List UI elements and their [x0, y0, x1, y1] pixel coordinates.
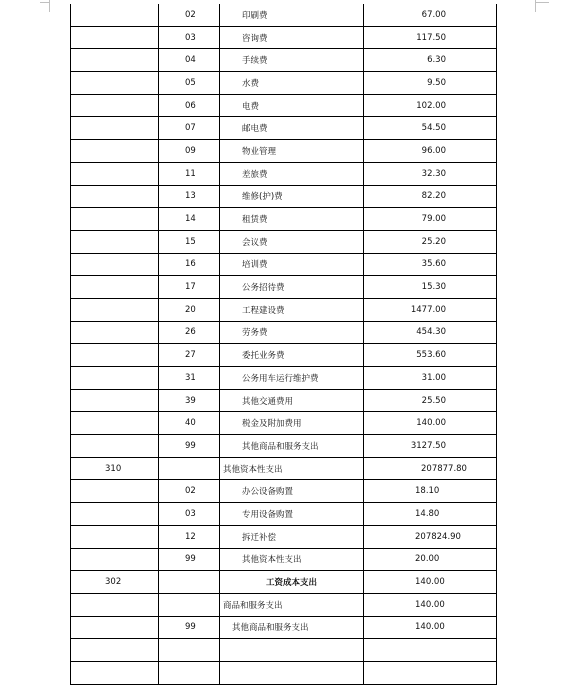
amount-cell: 102.00 [364, 94, 497, 117]
table-row [71, 208, 497, 231]
item-name-cell: 电费 [220, 94, 364, 117]
category-code-cell [71, 480, 159, 503]
category-code-cell [71, 253, 159, 276]
expenditure-table [70, 4, 497, 685]
category-code-cell [71, 94, 159, 117]
amount-cell: 79.00 [364, 208, 497, 231]
table-row [71, 616, 497, 639]
category-code-cell [71, 276, 159, 299]
amount-cell: 25.50 [364, 389, 497, 412]
item-name-cell: 差旅费 [220, 162, 364, 185]
table-row [71, 571, 497, 594]
category-code-cell [71, 435, 159, 458]
category-code-cell [71, 298, 159, 321]
category-code-cell [71, 26, 159, 49]
amount-cell: 15.30 [364, 276, 497, 299]
category-code-cell [71, 503, 159, 526]
item-code-cell: 31 [159, 367, 220, 390]
item-code-cell: 13 [159, 185, 220, 208]
table-row [71, 457, 497, 480]
item-name-cell: 工程建设费 [220, 298, 364, 321]
category-code-cell [71, 4, 159, 26]
category-code-cell [71, 367, 159, 390]
category-code-cell [71, 117, 159, 140]
item-code-cell: 11 [159, 162, 220, 185]
table-row [71, 389, 497, 412]
item-code-cell: 02 [159, 480, 220, 503]
table-row [71, 661, 497, 684]
item-code-cell [159, 639, 220, 662]
category-code-cell [71, 208, 159, 231]
table-row [71, 185, 497, 208]
table-row [71, 72, 497, 95]
amount-cell: 207824.90 [364, 525, 497, 548]
item-name-cell: 其他交通费用 [220, 389, 364, 412]
amount-cell: 140.00 [364, 593, 497, 616]
budget-table-container [70, 4, 497, 685]
amount-cell [364, 639, 497, 662]
amount-cell: 96.00 [364, 140, 497, 163]
item-code-cell: 14 [159, 208, 220, 231]
item-code-cell: 99 [159, 616, 220, 639]
item-code-cell: 02 [159, 4, 220, 26]
table-row [71, 140, 497, 163]
category-code-cell [71, 525, 159, 548]
item-name-cell: 工资成本支出 [220, 571, 364, 594]
item-name-cell: 会议费 [220, 230, 364, 253]
table-row [71, 117, 497, 140]
item-code-cell: 09 [159, 140, 220, 163]
table-row [71, 480, 497, 503]
amount-cell: 14.80 [364, 503, 497, 526]
table-row [71, 367, 497, 390]
table-row [71, 94, 497, 117]
item-code-cell [159, 571, 220, 594]
table-row [71, 298, 497, 321]
amount-cell: 25.20 [364, 230, 497, 253]
amount-cell: 1477.00 [364, 298, 497, 321]
table-row [71, 639, 497, 662]
table-row [71, 525, 497, 548]
amount-cell: 20.00 [364, 548, 497, 571]
item-name-cell: 税金及附加费用 [220, 412, 364, 435]
item-code-cell: 17 [159, 276, 220, 299]
category-code-cell [71, 661, 159, 684]
item-name-cell: 公务用车运行维护费 [220, 367, 364, 390]
item-name-cell: 其他资本性支出 [220, 548, 364, 571]
item-code-cell: 05 [159, 72, 220, 95]
item-code-cell: 99 [159, 435, 220, 458]
category-code-cell [71, 593, 159, 616]
category-code-cell: 310 [71, 457, 159, 480]
amount-cell: 6.30 [364, 49, 497, 72]
table-row [71, 344, 497, 367]
table-row [71, 4, 497, 26]
category-code-cell [71, 639, 159, 662]
item-name-cell: 公务招待费 [220, 276, 364, 299]
item-code-cell [159, 661, 220, 684]
table-row [71, 162, 497, 185]
item-name-cell: 物业管理 [220, 140, 364, 163]
item-code-cell: 03 [159, 503, 220, 526]
amount-cell: 3127.50 [364, 435, 497, 458]
item-name-cell: 咨询费 [220, 26, 364, 49]
item-name-cell: 邮电费 [220, 117, 364, 140]
category-code-cell [71, 162, 159, 185]
table-row [71, 230, 497, 253]
item-code-cell: 04 [159, 49, 220, 72]
category-code-cell [71, 72, 159, 95]
amount-cell: 35.60 [364, 253, 497, 276]
item-name-cell: 委托业务费 [220, 344, 364, 367]
amount-cell: 140.00 [364, 571, 497, 594]
amount-cell [364, 661, 497, 684]
category-code-cell [71, 344, 159, 367]
amount-cell: 553.60 [364, 344, 497, 367]
category-code-cell [71, 412, 159, 435]
table-row [71, 276, 497, 299]
item-code-cell: 20 [159, 298, 220, 321]
amount-cell: 18.10 [364, 480, 497, 503]
table-row [71, 435, 497, 458]
item-code-cell: 16 [159, 253, 220, 276]
item-code-cell: 27 [159, 344, 220, 367]
amount-cell: 140.00 [364, 412, 497, 435]
item-code-cell: 26 [159, 321, 220, 344]
amount-cell: 32.30 [364, 162, 497, 185]
item-name-cell: 印刷费 [220, 4, 364, 26]
category-code-cell [71, 49, 159, 72]
item-name-cell [220, 661, 364, 684]
item-code-cell: 40 [159, 412, 220, 435]
category-code-cell [71, 389, 159, 412]
item-code-cell: 12 [159, 525, 220, 548]
amount-cell: 54.50 [364, 117, 497, 140]
amount-cell: 67.00 [364, 4, 497, 26]
amount-cell: 82.20 [364, 185, 497, 208]
table-row [71, 253, 497, 276]
item-code-cell: 99 [159, 548, 220, 571]
category-code-cell [71, 548, 159, 571]
category-code-cell [71, 140, 159, 163]
item-code-cell: 03 [159, 26, 220, 49]
item-name-cell: 手续费 [220, 49, 364, 72]
item-name-cell: 水费 [220, 72, 364, 95]
item-name-cell [220, 639, 364, 662]
item-name-cell: 办公设备购置 [220, 480, 364, 503]
item-name-cell: 专用设备购置 [220, 503, 364, 526]
item-name-cell: 其他资本性支出 [220, 457, 364, 480]
item-name-cell: 租赁费 [220, 208, 364, 231]
crop-mark-right-horizontal [535, 2, 549, 3]
table-row [71, 49, 497, 72]
amount-cell: 454.30 [364, 321, 497, 344]
amount-cell: 207877.80 [364, 457, 497, 480]
table-row [71, 321, 497, 344]
category-code-cell: 302 [71, 571, 159, 594]
item-code-cell [159, 457, 220, 480]
amount-cell: 117.50 [364, 26, 497, 49]
item-code-cell: 39 [159, 389, 220, 412]
table-row [71, 503, 497, 526]
amount-cell: 9.50 [364, 72, 497, 95]
category-code-cell [71, 616, 159, 639]
amount-cell: 31.00 [364, 367, 497, 390]
item-name-cell: 培训费 [220, 253, 364, 276]
item-name-cell: 劳务费 [220, 321, 364, 344]
item-code-cell: 15 [159, 230, 220, 253]
category-code-cell [71, 185, 159, 208]
table-row [71, 548, 497, 571]
item-code-cell: 07 [159, 117, 220, 140]
item-name-cell: 其他商品和服务支出 [220, 435, 364, 458]
crop-mark-left-horizontal [40, 2, 50, 3]
item-code-cell: 06 [159, 94, 220, 117]
expenditure-table-body [71, 4, 497, 684]
item-name-cell: 其他商品和服务支出 [220, 616, 364, 639]
category-code-cell [71, 321, 159, 344]
table-row [71, 412, 497, 435]
amount-cell: 140.00 [364, 616, 497, 639]
table-row [71, 26, 497, 49]
item-code-cell [159, 593, 220, 616]
table-row [71, 593, 497, 616]
item-name-cell: 商品和服务支出 [220, 593, 364, 616]
item-name-cell: 维修(护)费 [220, 185, 364, 208]
category-code-cell [71, 230, 159, 253]
item-name-cell: 拆迁补偿 [220, 525, 364, 548]
